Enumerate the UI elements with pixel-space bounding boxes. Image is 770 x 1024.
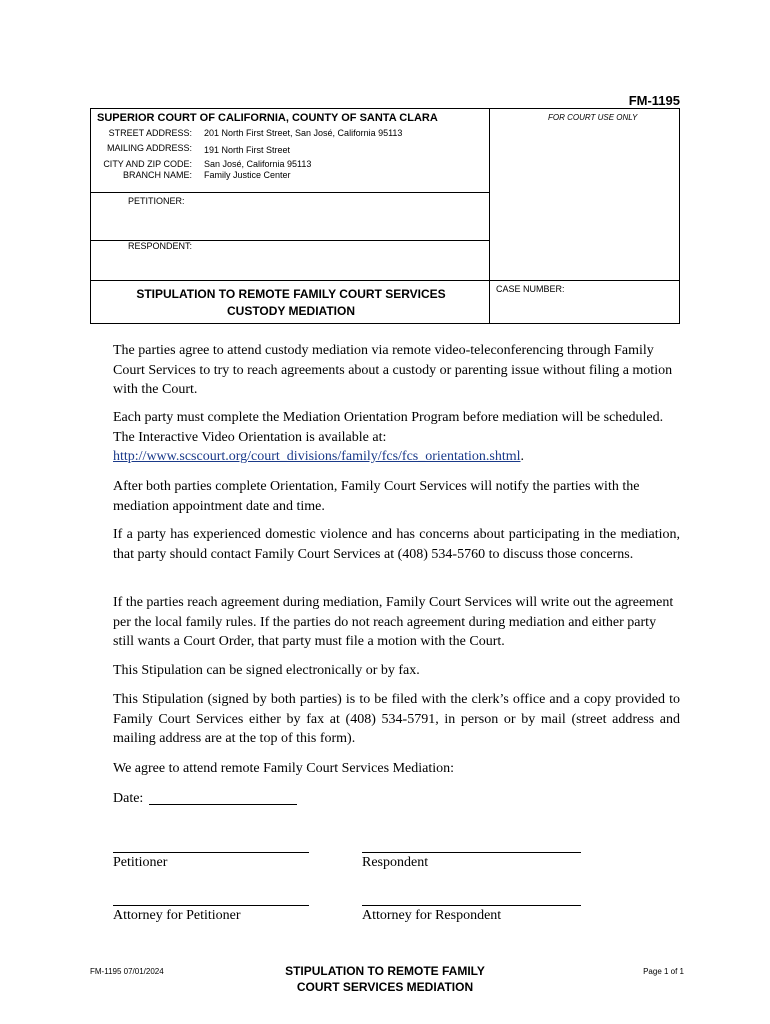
petitioner-label: PETITIONER:	[128, 196, 185, 206]
city-zip-label: CITY AND ZIP CODE:	[103, 159, 192, 169]
caption-divider-petitioner	[91, 192, 489, 193]
paragraph-agreement-outcome: If the parties reach agreement during mediation, Family Court Services will write out the agreement per the local family rules. If the parties do not reach agreement during mediation and either party still wants a Court Order, that party must file a motion with the Court.	[113, 595, 674, 649]
paragraph-filing: This Stipulation (signed by both parties) is to be filed with the clerk’s office and a copy provided to Family Court Services either by fax at (408) 534-5791, in person or by mail (street address and mailing address are at the top of this form).	[113, 692, 680, 746]
date-row	[113, 789, 680, 809]
date-label: Date:	[113, 791, 144, 806]
respondent-signature-label: Respondent	[362, 855, 429, 870]
attorney-respondent-label: Attorney for Respondent	[362, 908, 502, 923]
paragraph-orientation	[113, 408, 680, 467]
orientation-text: Each party must complete the Mediation Orientation Program before mediation will be scheduled. The Interactive Video Orientation is available at:	[113, 410, 664, 445]
petitioner-signature-label: Petitioner	[113, 855, 168, 870]
petitioner-signature-line[interactable]	[113, 852, 309, 853]
footer-title-line1: STIPULATION TO REMOTE FAMILY	[285, 964, 485, 978]
attorney-respondent-signature-line[interactable]	[362, 905, 581, 906]
footer-page-number: Page 1 of 1	[643, 967, 684, 976]
paragraph-notification: After both parties complete Orientation, Family Court Services will notify the parties with the mediation appointment date and time.	[113, 479, 640, 514]
court-use-only-label: FOR COURT USE ONLY	[548, 113, 638, 122]
form-number: FM-1195	[628, 93, 680, 108]
paragraph-signing: This Stipulation can be signed electronically or by fax.	[113, 663, 420, 678]
mailing-address-value: 191 North First Street	[204, 145, 291, 155]
respondent-signature-line[interactable]	[362, 852, 581, 853]
footer-form-code: FM-1195 07/01/2024	[90, 967, 164, 976]
paragraph-domestic-violence: If a party has experienced domestic violence and has concerns about participating in the mediation, that party should contact Family Court Services at (408) 534-5760 to discuss those concerns.	[113, 527, 680, 562]
case-number-label: CASE NUMBER:	[496, 284, 565, 294]
footer-title	[250, 963, 520, 995]
court-name: SUPERIOR COURT OF CALIFORNIA, COUNTY OF SANTA CLARA	[97, 112, 438, 124]
street-address-value: 201 North First Street, San José, California 95113	[204, 128, 403, 138]
orientation-period: .	[520, 449, 525, 464]
mailing-address-label: MAILING ADDRESS:	[106, 143, 192, 153]
footer-title-line2: COURT SERVICES MEDIATION	[296, 980, 474, 994]
street-address-label: STREET ADDRESS:	[108, 128, 192, 138]
form-title-line2: CUSTODY MEDIATION	[226, 304, 355, 318]
date-line[interactable]	[149, 804, 297, 805]
orientation-link[interactable]: http://www.scscourt.org/court_divisions/family/fcs/fcs_orientation.shtml	[113, 449, 521, 464]
form-title	[92, 286, 490, 320]
form-title-line1: STIPULATION TO REMOTE FAMILY COURT SERVICES	[136, 287, 446, 301]
paragraph-consent: We agree to attend remote Family Court Services Mediation:	[113, 761, 454, 776]
attorney-petitioner-signature-line[interactable]	[113, 905, 309, 906]
respondent-label: RESPONDENT:	[128, 241, 193, 251]
branch-name-label: BRANCH NAME:	[122, 170, 192, 180]
attorney-petitioner-label: Attorney for Petitioner	[113, 908, 241, 923]
city-zip-value: San José, California 95113	[204, 159, 312, 169]
branch-name-value: Family Justice Center	[204, 170, 291, 180]
paragraph-agreement: The parties agree to attend custody mediation via remote video-teleconferencing through Family Court Services to try to reach agreements about a custody or parenting issue without filing a motion with the Court.	[113, 343, 673, 397]
caption-divider-title	[91, 280, 679, 281]
